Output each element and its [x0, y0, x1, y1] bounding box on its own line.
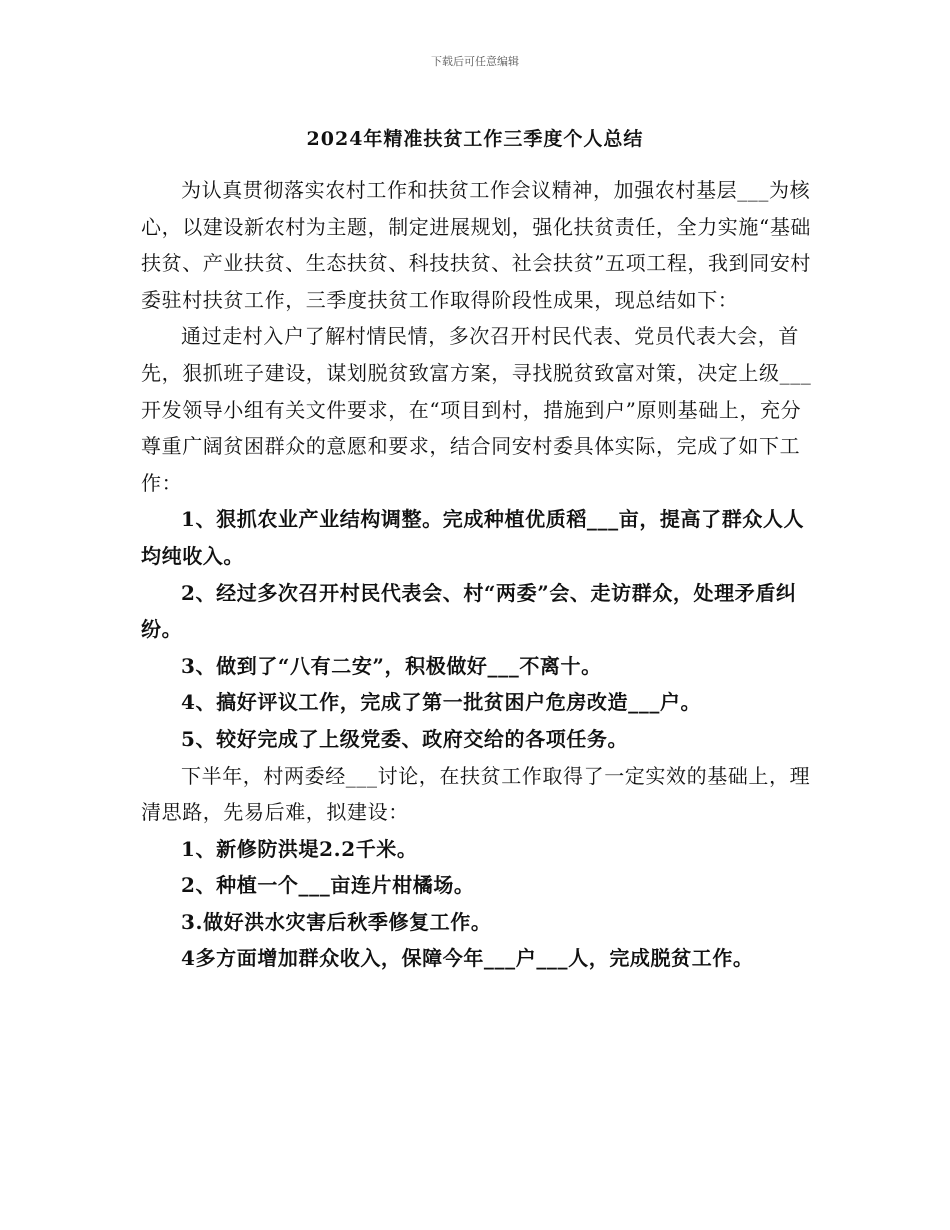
paragraph-work-summary: 通过走村入户了解村情民情，多次召开村民代表、党员代表大会，首先，狠抓班子建设，谋划脱贫致富方案，寻找脱贫致富对策，决定上级___开发领导小组有关文件要求，在“项目到村，措施到户”原则基础上，充分尊重广阔贫困群众的意愿和要求，结合同安村委具体实际，完成了如下工作：: [141, 324, 812, 495]
list-item: 3、做到了“八有二安”，积极做好___不离十。: [181, 653, 602, 678]
list-item: 4、搞好评议工作，完成了第一批贫困户危房改造___户。: [181, 690, 702, 715]
header-note: 下载后可任意编辑: [431, 55, 519, 68]
list-item: 2、种植一个___亩连片柑橘场。: [181, 873, 475, 898]
list-item: 4多方面增加群众收入，保障今年___户___人，完成脱贫工作。: [181, 946, 754, 971]
list-item: 3.做好洪水灾害后秋季修复工作。: [181, 909, 492, 934]
paragraph-plan-intro: 下半年，村两委经___讨论，在扶贫工作取得了一定实效的基础上，理清思路，先易后难，拟建设：: [141, 763, 811, 825]
list-item: 5、较好完成了上级党委、政府交给的各项任务。: [181, 726, 629, 751]
list-item: 2、经过多次召开村民代表会、村“两委”会、走访群众，处理矛盾纠纷。: [141, 580, 797, 642]
paragraph-intro: 为认真贯彻落实农村工作和扶贫工作会议精神，加强农村基层___为核心，以建设新农村为主题，制定进展规划，强化扶贫责任，全力实施“基础扶贫、产业扶贫、生态扶贫、科技扶贫、社会扶贫”五项工程，我到同安村委驻村扶贫工作，三季度扶贫工作取得阶段性成果，现总结如下：: [141, 178, 812, 312]
document-body: [141, 172, 821, 977]
list-item: 1、新修防洪堤2.2千米。: [181, 836, 418, 861]
document-title: 2024年精准扶贫工作三季度个人总结: [306, 128, 644, 150]
list-item: 1、狠抓农业产业结构调整。完成种植优质稻___亩，提高了群众人人均纯收入。: [141, 507, 805, 568]
